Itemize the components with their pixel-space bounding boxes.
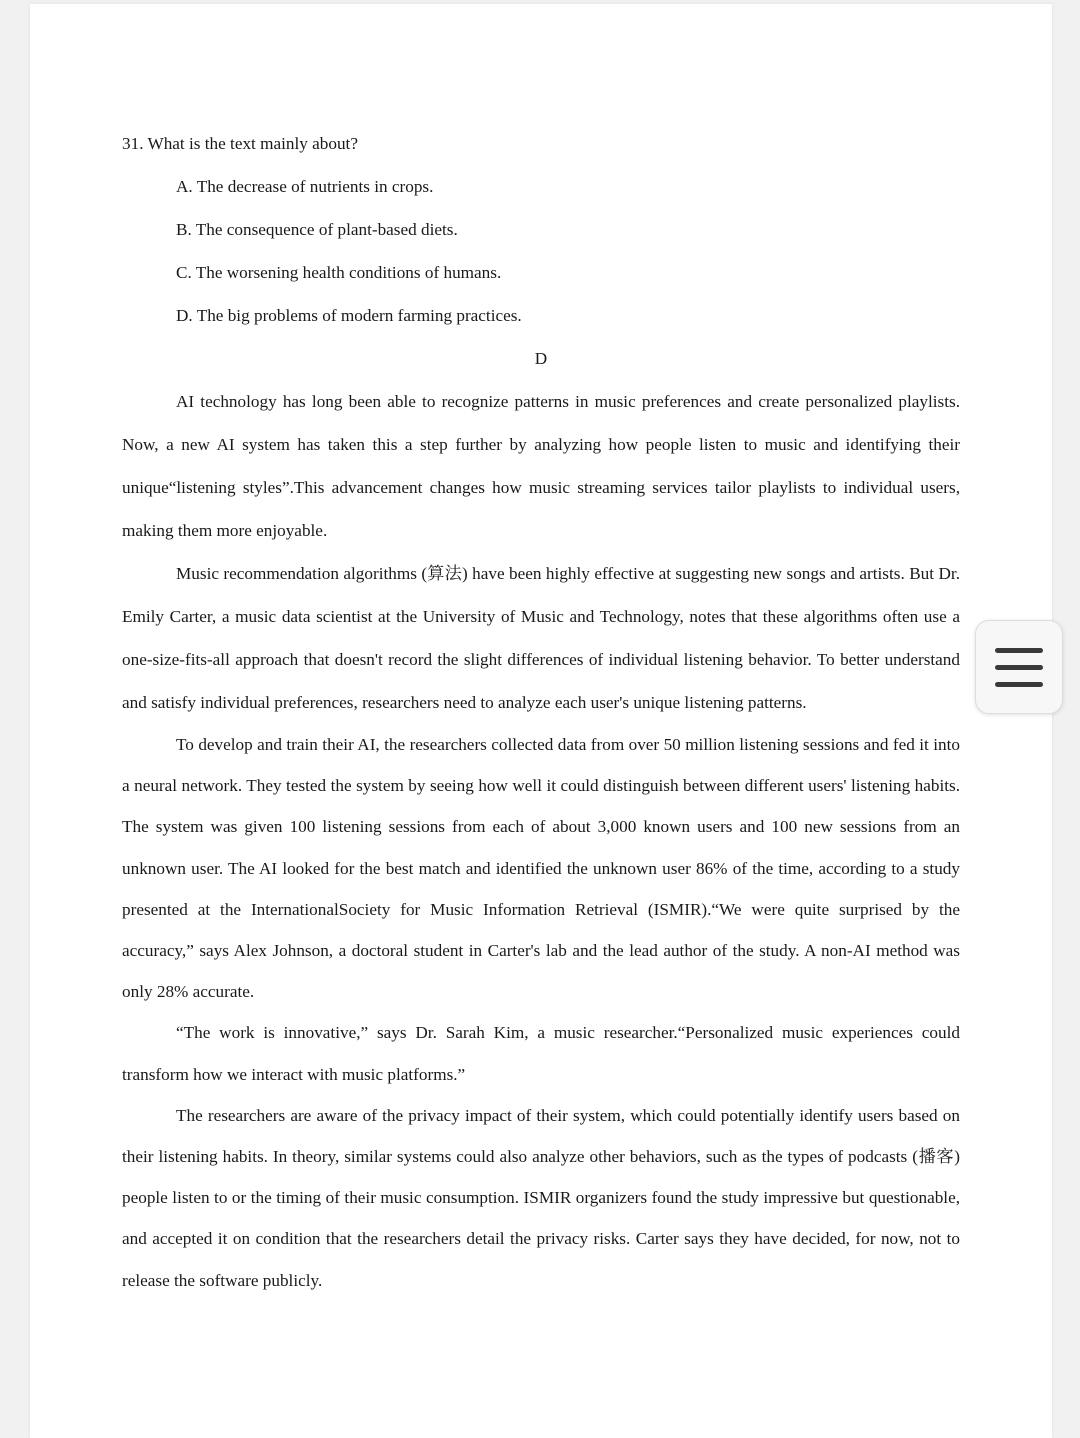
question-stem: 31. What is the text mainly about?	[122, 134, 358, 153]
document-content	[122, 122, 960, 1301]
option-c: C. The worsening health conditions of humans.	[176, 263, 502, 282]
passage-title: D	[534, 349, 548, 368]
document-page	[30, 4, 1052, 1438]
option-d: D. The big problems of modern farming practices.	[176, 306, 522, 325]
option-b: B. The consequence of plant-based diets.	[176, 220, 458, 239]
menu-button[interactable]	[975, 620, 1063, 714]
paragraph-1: AI technology has long been able to recognize patterns in music preferences and create personalized playlists. Now, a new AI system has taken this a step further by analyzing how people listen to music and identifying their unique“listening styles”.This advancement changes how music streaming services tailor playlists to individual users, making them more enjoyable.	[122, 392, 960, 540]
paragraph-2: Music recommendation algorithms (算法) have been highly effective at suggesting new songs and artists. But Dr. Emily Carter, a music data scientist at the University of Music and Technology, notes that these algorithms often use a one-size-fits-all approach that doesn't record the slight differences of individual listening behavior. To better understand and satisfy individual preferences, researchers need to analyze each user's unique listening patterns.	[122, 564, 960, 712]
paragraph-5: The researchers are aware of the privacy impact of their system, which could potentially identify users based on their listening habits. In theory, similar systems could also analyze other behaviors, such as the types of podcasts (播客) people listen to or the timing of their music consumption. ISMIR organizers found the study impressive but questionable, and accepted it on condition that the researchers detail the privacy risks. Carter says they have decided, for now, not to release the software publicly.	[122, 1105, 960, 1290]
paragraph-4: “The work is innovative,” says Dr. Sarah Kim, a music researcher.“Personalized music experiences could transform how we interact with music platforms.”	[122, 1023, 960, 1084]
paragraph-3: To develop and train their AI, the researchers collected data from over 50 million listening sessions and fed it into a neural network. They tested the system by seeing how well it could distinguish between different users' listening habits. The system was given 100 listening sessions from each of about 3,000 known users and 100 new sessions from an unknown user. The AI looked for the best match and identified the unknown user 86% of the time, according to a study presented at the InternationalSociety for Music Information Retrieval (ISMIR).“We were quite surprised by the accuracy,” says Alex Johnson, a doctoral student in Carter's lab and the lead author of the study. A non-AI method was only 28% accurate.	[122, 735, 960, 1002]
option-a: A. The decrease of nutrients in crops.	[176, 177, 434, 196]
